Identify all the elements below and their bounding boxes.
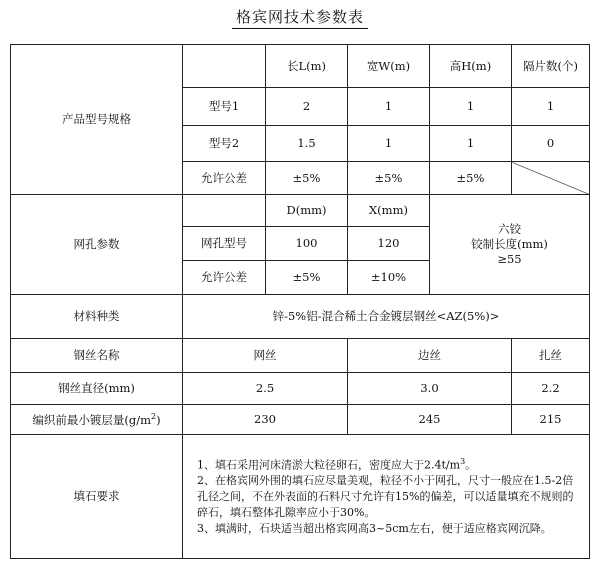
header-x: X(mm) (348, 195, 430, 227)
spec-section-label: 产品型号规格 (11, 45, 183, 195)
twist-cell: 六铰 铰制长度(mm) ≥55 (430, 195, 590, 295)
table-row: 编织前最小镀层量$(g/m^2)$ 230 245 215 (11, 405, 590, 435)
mesh-section-label: 网孔参数 (11, 195, 183, 295)
coating-label: 编织前最小镀层量$(g/m^2)$ (11, 405, 183, 435)
header-height: 高H(m) (430, 45, 512, 88)
header-partitions: 隔片数(个) (512, 45, 590, 88)
table-row: 型号1 2 1 1 1 (11, 88, 590, 126)
table-row (11, 435, 590, 559)
spec-table (10, 44, 590, 559)
header-d: D(mm) (266, 195, 348, 227)
diagonal-empty-cell (512, 162, 590, 195)
fill-section-label: 填石要求 (11, 435, 183, 559)
table-row: 钢丝直径(mm) 2.5 3.0 2.2 (11, 373, 590, 405)
header-length: 长L(m) (266, 45, 348, 88)
table-row: 允许公差 ±5% ±10% (11, 261, 590, 295)
fill-notes: 1、填石采用河床清淤大粒径卵石，密度应大于$2.4t/m^3$。 2、在格宾网外围的填石应尽量美观，粒径不小于网孔，尺寸一般应在1.5-2倍孔径之间，不在外表面的石料尺寸允许有15%的偏差，可以适量填充不规则的碎石，填石整体孔隙率应小于30%。 3、填满时，石块适当超出格宾网高3~5cm左右，便于适应格宾网沉降。 (183, 435, 590, 559)
material-value: 锌-5%铝-混合稀土合金镀层钢丝<AZ(5%)> (183, 295, 590, 339)
page-title: 格宾网技术参数表 (0, 6, 600, 27)
table-row: 网孔型号 100 120 (11, 227, 590, 261)
table-row: 钢丝名称 网丝 边丝 扎丝 (11, 339, 590, 373)
header-width: 宽W(m) (348, 45, 430, 88)
table-row: 型号2 1.5 1 1 0 (11, 126, 590, 162)
table-row: 允许公差 ±5% ±5% ±5% (11, 162, 590, 195)
table-row: 材料种类 锌-5%铝-混合稀土合金镀层钢丝<AZ(5%)> (11, 295, 590, 339)
